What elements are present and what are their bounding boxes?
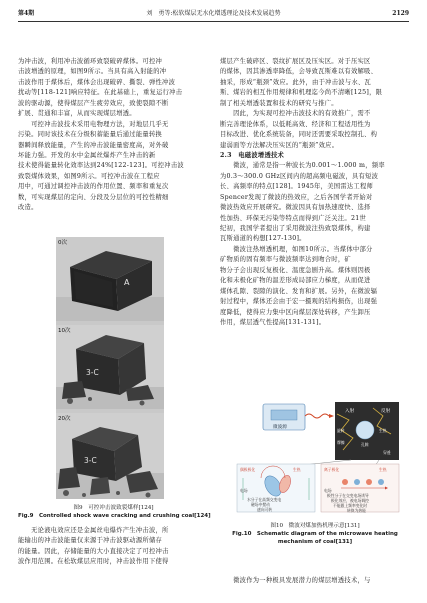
pore-circle [356,421,374,439]
left-column-text-bottom [18,526,209,568]
body-line: 技术使得能量转化效率达到24%[122-123]。可控冲击波 [18,162,184,170]
body-line: 的煤体，因其渗透率降低，会导致瓦斯难以有效解吸、 [220,68,378,76]
coal-block-photo-10 [56,325,164,409]
body-line: 作用，煤层透气性提高[131-131]。 [220,318,326,326]
body-line: 扩展、贯通和丰富，从而实现煤层增透。 [18,110,136,118]
label-polar-left: 偶极极化 [240,467,256,472]
note-left-3: 速向可转 [257,507,273,512]
body-line: 化和未极化矿物的温差形成局部应力梯度，从而促进 [220,277,371,285]
figure-9-photos [56,237,164,499]
block-mark-20: 3-C [84,456,97,465]
body-line: 为冲击波，利用冲击波循环致裂破碎煤体。可控冲 [18,58,163,65]
block-mark-10: 3-C [86,368,99,377]
note-left-1: 水分子在高频交变电 [247,497,282,502]
body-line: 物分子会出现反复极化、温度急剧升高。煤体则因极 [220,266,371,274]
label-friction: 摩擦 [337,440,345,445]
cycle-label-0: 0次 [58,240,67,246]
label-polar-right: 离子极化 [324,467,340,472]
label-rotation: 旋转 [337,428,345,433]
body-line: 射过程中，煤体还会由于宏一摄观的结构损伤，出现强 [220,298,378,306]
body-line: Spencer发现了微波的热效应，之后各国学者开始对 [220,193,373,201]
label-field-right: 电场 [324,488,332,493]
photo-10-cycles [56,325,164,409]
label-penetrate: 穿透 [383,450,391,455]
note-right-3: 不能跟上频率变化时 [333,503,368,508]
issue-label: 第4期 [18,10,35,17]
label-incidence: 入射 [345,409,355,414]
body-line: 微波，通常是指一种波长为0.001～1.000 m，频率 [220,162,385,170]
body-line: 用中，可通过调控冲击波的作用位置、频率和重复次 [18,183,169,191]
body-line: 长、高频率的特点[128]。1945年，美国雷达工程师 [220,183,374,191]
note-right-4: 转换为热能 [347,508,366,513]
header-rule [18,21,409,22]
page-number: 2129 [392,10,409,17]
body-line: 抽采，形成“瓶颈”效应。此外，由于冲击波与水、瓦 [220,78,371,86]
left-column-text [18,57,209,214]
photo-0-cycles [56,237,164,321]
body-line: 污染。同时该技术在分级积蓄能量后通过能量转换 [18,131,163,139]
body-line: 矿物质的固有频率与微波频率达到吻合时，矿 [220,256,351,264]
label-pore: 孔隙 [361,442,369,447]
body-line: 因此，为实现可控冲击波技术的有效推广，需不 [220,110,371,118]
coal-block-photo-0 [56,237,164,321]
note-right-1: 极性分子在交变电场诱导 [327,493,369,498]
cycle-label-20: 20次 [58,416,71,422]
body-line: 波的驱动源，使得煤层产生疲劳效应，致使裂隙不断 [18,99,169,107]
body-line: 能输出的冲击波能量仅来源于冲击波驱动源所储存 [18,537,163,545]
figure-9-caption-en: Fig.9 Controlled shock wave cracking and crushing coal[124] [18,513,211,519]
body-line: 建弱面等方法解决压实区的“瓶颈”效应。 [220,141,339,149]
figure-10-diagram [233,400,403,514]
body-line: 度降低，使得应力集中区向煤层深处转移，产生卸压 [220,308,371,316]
body-line: 纪初，我国学者提出了采用微波注热致裂煤体，构建 [220,225,371,232]
body-line: 煤层产生破碎区、裂纹扩展区及压实区。对于压实区 [220,58,371,65]
body-line: 瓦斯通道的构想[127-130]。 [220,235,306,243]
body-line: 性加热、环保无污染等特点而得到广泛关注。21世 [220,214,366,222]
body-line: 的能量。因此，存储能量的大小直接决定了可控冲击 [18,547,169,555]
note-left-2: 磁场中摆动 [251,502,270,507]
body-line: 可控冲击波技术采用电物理方法，对地层几乎无 [18,120,169,128]
section-heading: 2.3 电磁波增透技术 [220,151,285,159]
body-line: 击波作用于煤体后，煤体会出现破碎、撕裂、弹性冲波 [18,78,176,86]
body-line: 器瞬间释放能量，产生的冲击波能量密度高，对外破 [18,141,169,149]
body-line: 改造。 [18,204,38,212]
body-line: 目标改进、优化系统装备，同时还需要采取控制孔、构 [220,131,378,139]
running-header [18,9,409,19]
body-line: 为0.3～300.0 GHz区间内的超高频电磁波，具有短波 [220,172,379,180]
label-reflection: 反射 [381,409,391,414]
cycle-label-10: 10次 [58,328,71,334]
label-field-left: 电场 [240,488,248,493]
body-line: 微波作为一种极具发展潜力的煤层增透技术，与 [220,577,371,584]
body-line: 坏能力强。开发的水中金属丝爆炸产生冲击的新 [18,151,156,159]
figure-10-caption-en-1: Fig.10 Schematic diagram of the microwave heating [232,531,398,537]
body-line: 微波热效应开展研究。微波因具有加热速度快、选择 [220,204,371,212]
figure-10-caption [220,522,410,546]
body-line: 扰动等[118-121]响应特征。在此基础上，重复运行冲击 [18,89,183,97]
figure-9-caption-zh: 图9 可控冲击波致裂煤样[124] [73,505,154,511]
body-line: 斯、煤岩的相互作用规律和机理迄今尚不清晰[125]，限 [220,89,383,97]
label-heat-top: 生热 [379,428,387,433]
label-heat-left: 生热 [293,467,301,472]
body-line: 制了相关增透装置和技术的研究与推广。 [220,99,338,107]
coal-block-photo-20 [56,413,164,499]
body-line: 波作用范围。在松软煤层应用时，冲击波作用下使得 [18,558,169,566]
running-title: 刘 勇等:松软煤层无水化增透理论及技术发展趋势 [146,10,281,17]
block-mark-0: A [124,278,130,287]
figure-10-caption-zh: 图10 微波对煤加热机理示意[131] [270,523,360,529]
right-column-text-bottom [220,576,410,586]
note-right-2: 极化效应，被电场调控 [331,498,369,503]
body-line: 致裂煤体效果，如图9所示。可控冲击波在工程应 [18,172,160,180]
figure-9-caption [18,504,209,520]
body-line: 无论液电效应还是金属丝电爆炸产生冲击波，所 [18,527,169,534]
right-column-text [220,57,410,328]
body-line: 煤体孔隙、裂隙的演化、发育和扩展。另外，在微波辐 [220,287,378,295]
figure-10-caption-en-2: mechanism of coal[131] [277,539,353,545]
photo-20-cycles [56,413,164,499]
body-line: 数，可实现煤层的定向、分段及分层位的可控性精细 [18,193,169,201]
body-line: 微波注热增透机理，如图10所示。当煤体中部分 [220,245,373,253]
microwave-source-label: 微波源 [273,425,287,430]
body-line: 击波增透的原理，如图9所示。当具有高入射能的冲 [18,68,167,76]
body-line: 断完善理论体系，以低耗高效、经济和工程适用性为 [220,120,371,128]
label-heat-right: 生热 [379,467,387,472]
